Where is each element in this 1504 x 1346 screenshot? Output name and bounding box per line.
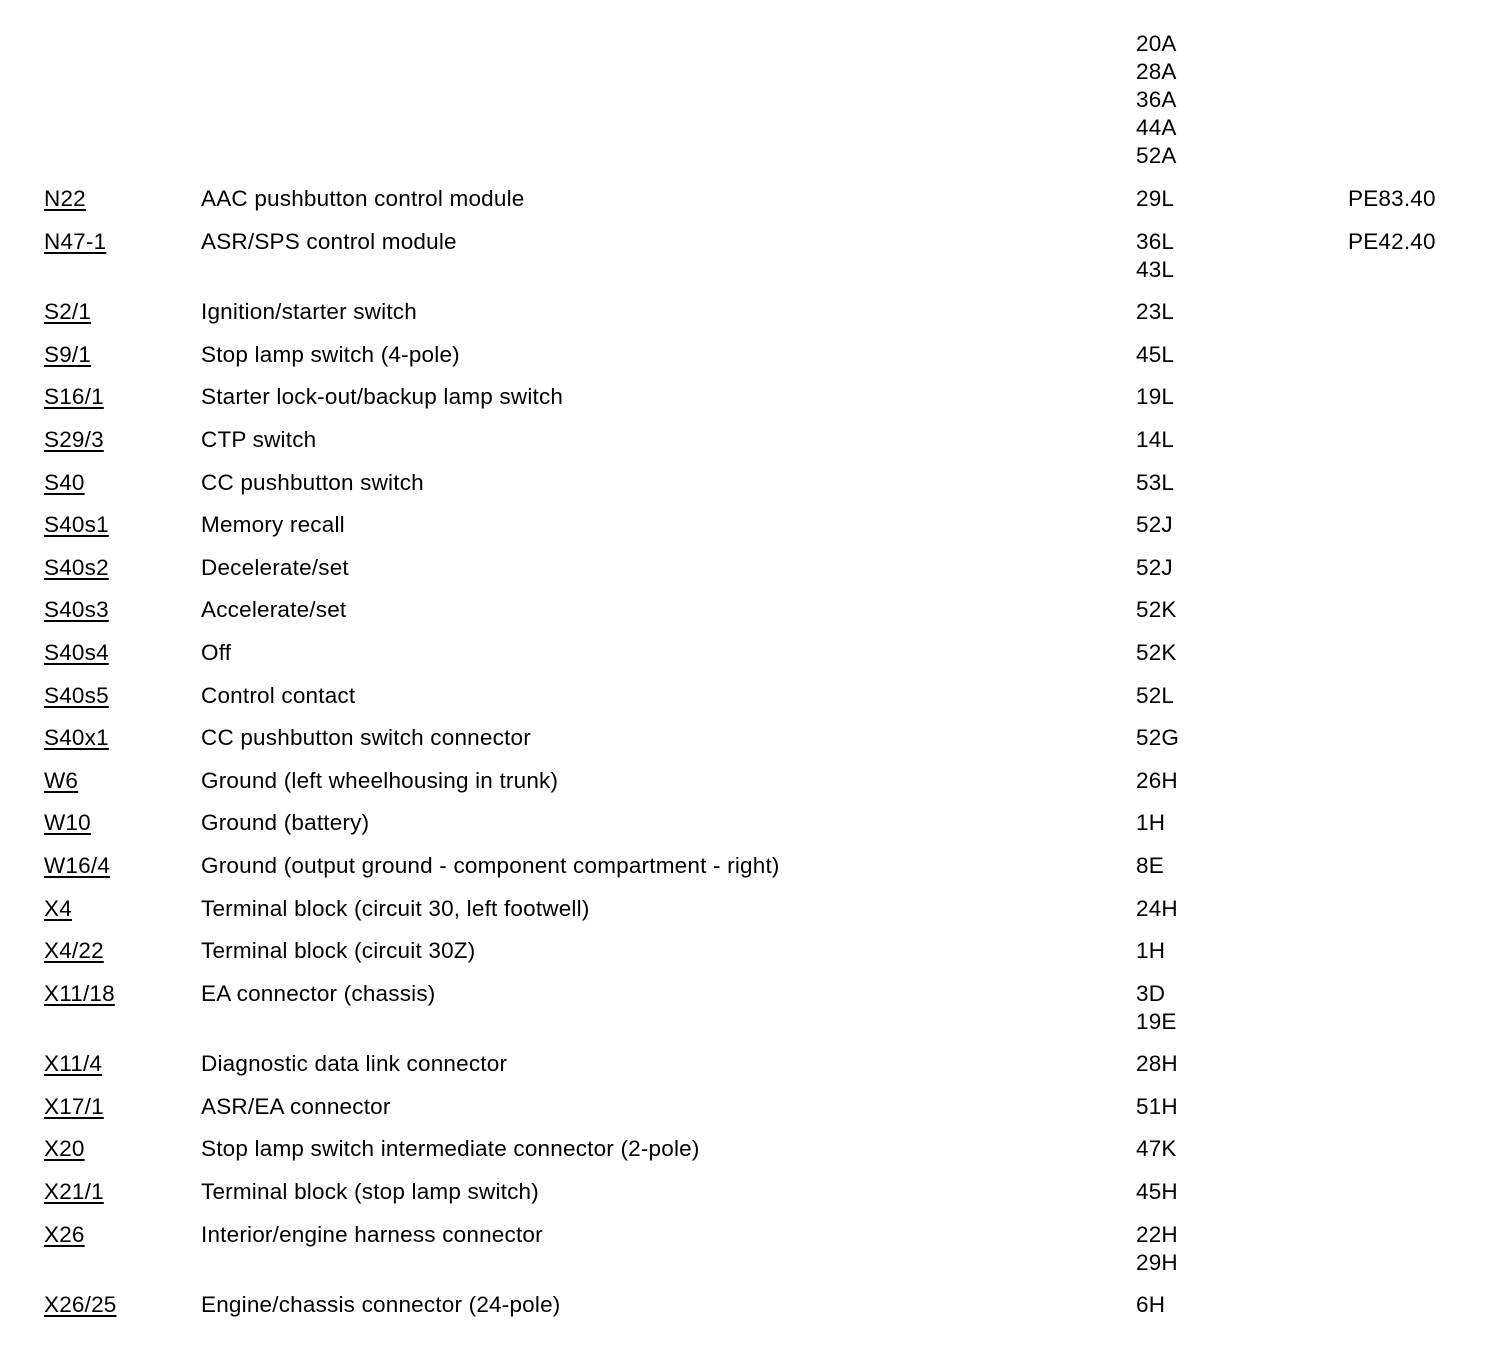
component-code-link[interactable]: W16/4 (44, 852, 111, 878)
grid-location: 28H (1136, 1051, 1178, 1077)
table-row (0, 426, 1504, 454)
grid-location-list (1136, 596, 1336, 624)
component-code-link[interactable]: X20 (44, 1136, 85, 1162)
component-code (44, 383, 104, 411)
table-row (0, 341, 1504, 369)
table-row (0, 228, 1504, 284)
table-row (0, 1093, 1504, 1121)
grid-location: 29H (1136, 1249, 1178, 1275)
component-description: Stop lamp switch (4-pole) (201, 341, 460, 367)
grid-location-list (1136, 1050, 1336, 1078)
component-description: Ignition/starter switch (201, 299, 417, 325)
location-value: 52A (1136, 143, 1177, 168)
component-code (44, 980, 115, 1008)
table-row (0, 1178, 1504, 1206)
component-description: Terminal block (circuit 30, left footwell) (201, 895, 590, 921)
location-value: 20A (1136, 31, 1177, 56)
component-code (44, 895, 72, 923)
component-code-link[interactable]: S9/1 (44, 341, 92, 367)
grid-location: 24H (1136, 895, 1178, 921)
component-code-link[interactable]: X21/1 (44, 1179, 104, 1205)
component-code (44, 639, 109, 667)
table-row (0, 895, 1504, 923)
component-code-link[interactable]: S29/3 (44, 426, 104, 452)
grid-location-list (1136, 228, 1336, 284)
grid-location-list (1136, 980, 1336, 1036)
table-row (0, 852, 1504, 880)
grid-location-list (1136, 554, 1336, 582)
component-description: AAC pushbutton control module (201, 186, 525, 211)
component-code (44, 554, 109, 582)
component-code (44, 724, 109, 752)
grid-location: 1H (1136, 938, 1166, 964)
grid-location-list (1136, 809, 1336, 837)
grid-location: 45H (1136, 1179, 1178, 1205)
table-row (0, 1291, 1504, 1319)
header-location-list (1136, 30, 1336, 170)
table-row (0, 937, 1504, 965)
table-row (0, 980, 1504, 1036)
component-code (44, 852, 110, 880)
component-code (44, 185, 86, 213)
component-index (0, 30, 1504, 1334)
component-code-link[interactable]: S40s5 (44, 682, 109, 708)
component-list (0, 185, 1504, 1319)
grid-location: 1H (1136, 810, 1166, 836)
grid-location: 51H (1136, 1093, 1178, 1119)
component-code (44, 1050, 102, 1078)
component-code-link[interactable]: X11/4 (44, 1051, 103, 1077)
component-description: CTP switch (201, 426, 317, 452)
header-locations-row (0, 30, 1504, 170)
component-code-link[interactable]: S16/1 (44, 384, 104, 410)
grid-location: 52K (1136, 597, 1177, 623)
component-code (44, 341, 91, 369)
component-code (44, 767, 78, 795)
component-code-link[interactable]: S40s4 (44, 639, 109, 665)
component-code (44, 228, 106, 256)
table-row (0, 1050, 1504, 1078)
component-description: Ground (left wheelhousing in trunk) (201, 767, 559, 793)
grid-location-list (1136, 298, 1336, 326)
grid-location-list (1136, 937, 1336, 965)
grid-location: 53L (1136, 469, 1175, 495)
grid-location-list (1136, 895, 1336, 923)
component-code-link[interactable]: X17/1 (44, 1093, 104, 1119)
component-description: Stop lamp switch intermediate connector (2-pole) (201, 1136, 700, 1162)
component-code-link[interactable]: X4 (44, 895, 72, 921)
grid-location: 14L (1136, 426, 1175, 452)
grid-location-list (1136, 724, 1336, 752)
page-reference: PE83.40 (1348, 186, 1436, 211)
component-description: Decelerate/set (201, 554, 349, 580)
component-code-link[interactable]: W6 (44, 767, 79, 793)
component-code-link[interactable]: N22 (44, 186, 86, 211)
grid-location: 52J (1136, 512, 1173, 538)
table-row (0, 809, 1504, 837)
grid-location-list (1136, 852, 1336, 880)
grid-location: 52G (1136, 725, 1180, 751)
component-description: Interior/engine harness connector (201, 1221, 543, 1247)
table-row (0, 682, 1504, 710)
grid-location-list (1136, 1291, 1336, 1319)
grid-location-list (1136, 469, 1336, 497)
component-description: Control contact (201, 682, 356, 708)
grid-location: 3D (1136, 980, 1166, 1006)
component-code-link[interactable]: N47-1 (44, 228, 107, 254)
table-row (0, 298, 1504, 326)
grid-location-list (1136, 767, 1336, 795)
grid-location: 8E (1136, 852, 1164, 878)
grid-location: 19E (1136, 1008, 1177, 1034)
grid-location: 43L (1136, 256, 1175, 282)
component-description: ASR/EA connector (201, 1093, 391, 1119)
table-row (0, 1135, 1504, 1163)
component-code-link[interactable]: S40 (44, 469, 85, 495)
grid-location: 22H (1136, 1221, 1178, 1247)
component-description: CC pushbutton switch connector (201, 725, 531, 751)
component-code (44, 809, 91, 837)
table-row (0, 639, 1504, 667)
component-description: Diagnostic data link connector (201, 1051, 508, 1077)
component-code (44, 469, 85, 497)
table-row (0, 1221, 1504, 1277)
grid-location-list (1136, 341, 1336, 369)
grid-location: 29L (1136, 186, 1175, 211)
grid-location-list (1136, 511, 1336, 539)
table-row (0, 185, 1504, 213)
component-code (44, 511, 109, 539)
table-row (0, 511, 1504, 539)
page-reference: PE42.40 (1348, 228, 1436, 254)
component-code-link[interactable]: W10 (44, 810, 91, 836)
component-code (44, 682, 109, 710)
component-code-link[interactable]: S40s3 (44, 597, 109, 623)
component-description: Terminal block (circuit 30Z) (201, 938, 476, 964)
grid-location-list (1136, 639, 1336, 667)
grid-location: 47K (1136, 1136, 1177, 1162)
grid-location-list (1136, 185, 1336, 213)
table-row (0, 724, 1504, 752)
component-code-link[interactable]: S2/1 (44, 299, 92, 325)
component-description: Accelerate/set (201, 597, 347, 623)
component-code-link[interactable]: S40s2 (44, 554, 109, 580)
component-code (44, 596, 109, 624)
component-code-link[interactable]: S40x1 (44, 725, 109, 751)
grid-location: 52K (1136, 639, 1177, 665)
grid-location: 36L (1136, 228, 1175, 254)
location-value: 28A (1136, 59, 1177, 84)
grid-location: 23L (1136, 299, 1175, 325)
grid-location: 52L (1136, 682, 1175, 708)
component-description: CC pushbutton switch (201, 469, 424, 495)
component-code (44, 298, 91, 326)
grid-location-list (1136, 1135, 1336, 1163)
table-row (0, 383, 1504, 411)
component-code (44, 1093, 104, 1121)
table-row (0, 596, 1504, 624)
component-description: Memory recall (201, 512, 345, 538)
component-code (44, 1178, 104, 1206)
component-code (44, 1135, 85, 1163)
component-code-link[interactable]: X11/18 (44, 980, 115, 1006)
component-description: EA connector (chassis) (201, 980, 436, 1006)
grid-location: 19L (1136, 384, 1175, 410)
grid-location-list (1136, 1093, 1336, 1121)
component-description: Ground (battery) (201, 810, 370, 836)
component-code-link[interactable]: X26/25 (44, 1292, 117, 1318)
grid-location-list (1136, 383, 1336, 411)
grid-location-list (1136, 1221, 1336, 1277)
component-code-link[interactable]: X26 (44, 1221, 85, 1247)
grid-location: 45L (1136, 341, 1175, 367)
grid-location-list (1136, 426, 1336, 454)
component-description: ASR/SPS control module (201, 228, 457, 254)
grid-location: 52J (1136, 554, 1173, 580)
location-value: 44A (1136, 115, 1177, 140)
component-description: Terminal block (stop lamp switch) (201, 1179, 539, 1205)
grid-location-list (1136, 682, 1336, 710)
component-description: Ground (output ground - component compartment - right) (201, 852, 780, 878)
grid-location-list (1136, 1178, 1336, 1206)
location-value: 36A (1136, 87, 1177, 112)
component-description: Engine/chassis connector (24-pole) (201, 1292, 561, 1318)
component-code-link[interactable]: S40s1 (44, 512, 109, 538)
component-description: Off (201, 639, 232, 665)
grid-location: 26H (1136, 767, 1178, 793)
component-code (44, 1291, 117, 1319)
table-row (0, 767, 1504, 795)
component-code-link[interactable]: X4/22 (44, 938, 104, 964)
table-row (0, 554, 1504, 582)
component-code (44, 1221, 85, 1249)
component-description: Starter lock-out/backup lamp switch (201, 384, 564, 410)
component-code (44, 937, 104, 965)
component-code (44, 426, 104, 454)
grid-location: 6H (1136, 1292, 1166, 1318)
table-row (0, 469, 1504, 497)
